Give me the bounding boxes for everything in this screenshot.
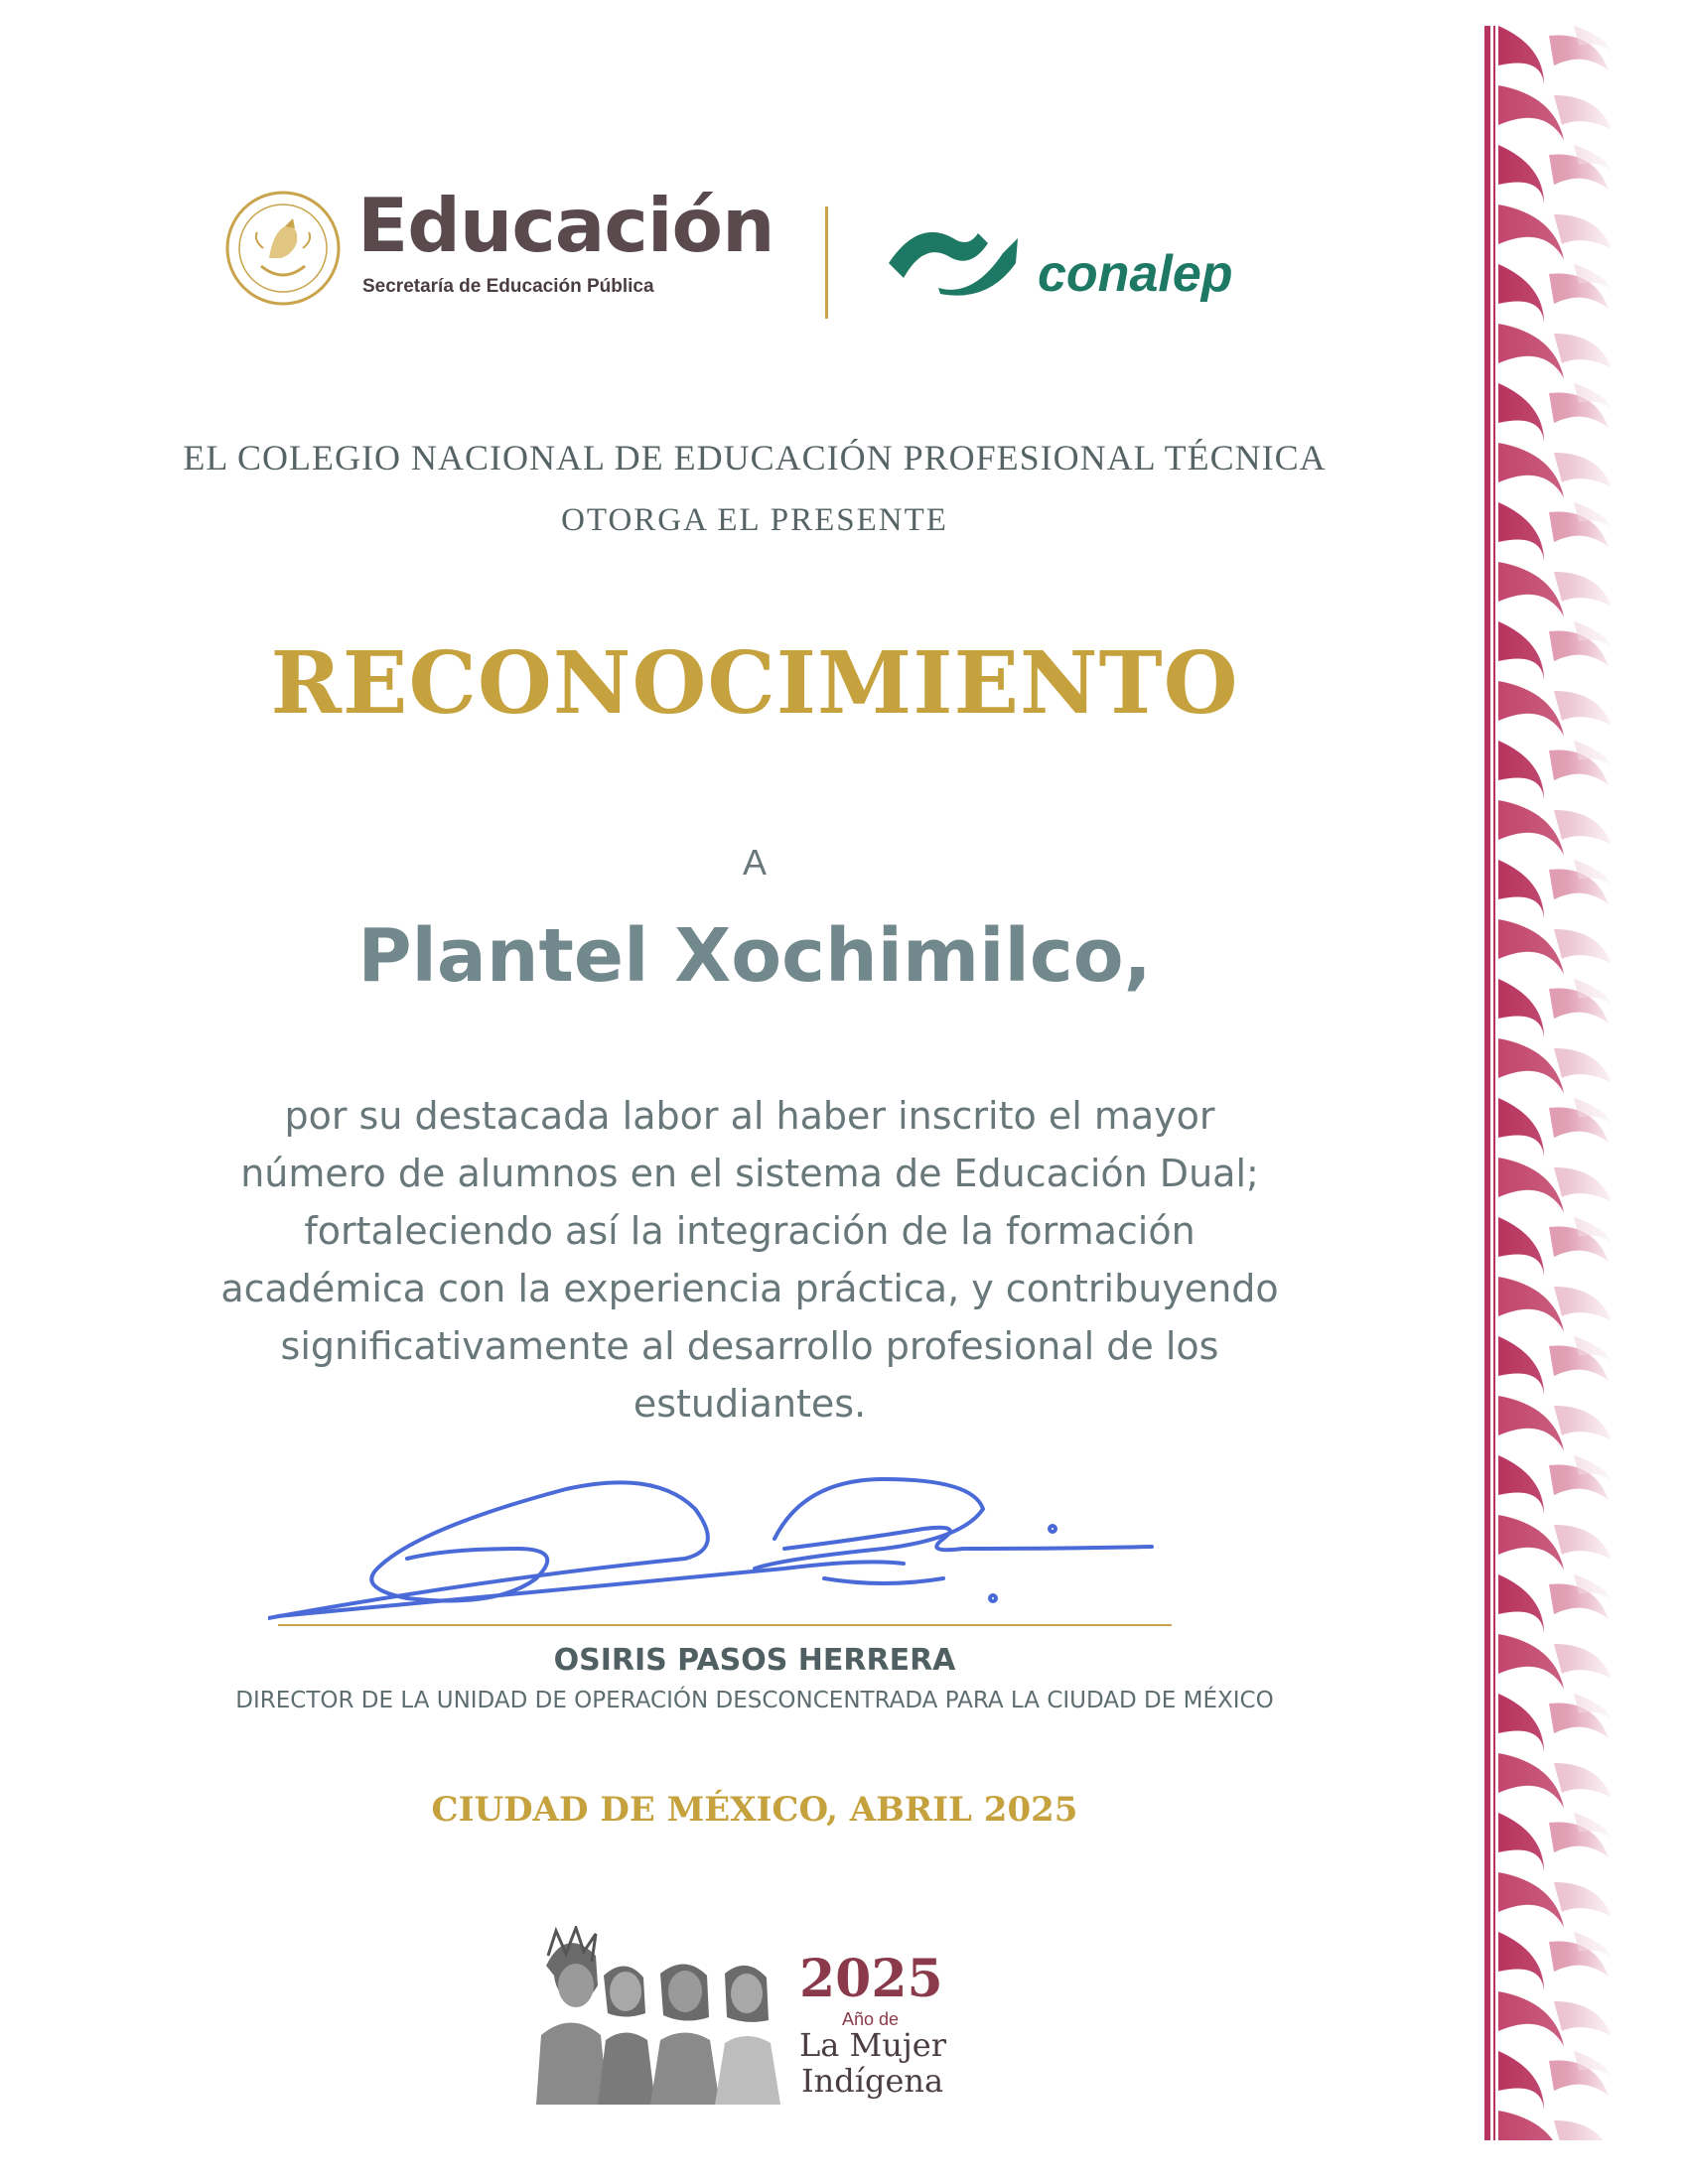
place-date: CIUDAD DE MÉXICO, ABRIL 2025 (431, 1790, 1078, 1830)
emblem-line-1: La Mujer (799, 2026, 947, 2064)
ministry-logo-word: Educación (357, 182, 774, 269)
emblem-year: 2025 (799, 1949, 943, 2009)
decorative-border (1484, 26, 1614, 2140)
conalep-logo-icon (879, 208, 1028, 298)
recipient-name: Plantel Xochimilco, (357, 913, 1152, 999)
conalep-logo-word: conalep (1038, 245, 1233, 303)
signer-title: DIRECTOR DE LA UNIDAD DE OPERACIÓN DESCONCENTRADA PARA LA CIUDAD DE MÉXICO (235, 1688, 1274, 1713)
logo-divider (825, 206, 828, 319)
footer-emblem (526, 1926, 983, 2105)
national-seal-icon (223, 189, 343, 308)
to-label: A (742, 842, 767, 883)
reason-line: significativamente al desarrollo profesional de los (280, 1324, 1219, 1368)
reason-line: por su destacada labor al haber inscrito el mayor (284, 1094, 1215, 1138)
signer-name: OSIRIS PASOS HERRERA (553, 1643, 956, 1678)
reason-paragraph (189, 1087, 1311, 1433)
ministry-subtitle: Secretaría de Educación Pública (362, 276, 654, 297)
certificate-title: RECONOCIMIENTO (270, 633, 1239, 734)
reason-line: fortaleciendo así la integración de la formación (304, 1209, 1196, 1253)
reason-line: estudiantes. (633, 1382, 867, 1426)
grants-line: OTORGA EL PRESENTE (561, 502, 948, 538)
emblem-line-2: Indígena (801, 2062, 944, 2100)
reason-line: número de alumnos en el sistema de Educación Dual; (240, 1152, 1259, 1195)
issuer-line: EL COLEGIO NACIONAL DE EDUCACIÓN PROFESIONAL TÉCNICA (183, 438, 1327, 478)
signature-line (278, 1624, 1172, 1626)
handwritten-signature (268, 1439, 1162, 1668)
indigenous-women-illustration (526, 1926, 794, 2105)
reason-line: académica con la experiencia práctica, y contribuyendo (220, 1267, 1279, 1310)
emblem-year-of: Año de (842, 2009, 900, 2029)
header-logos (223, 182, 1336, 328)
